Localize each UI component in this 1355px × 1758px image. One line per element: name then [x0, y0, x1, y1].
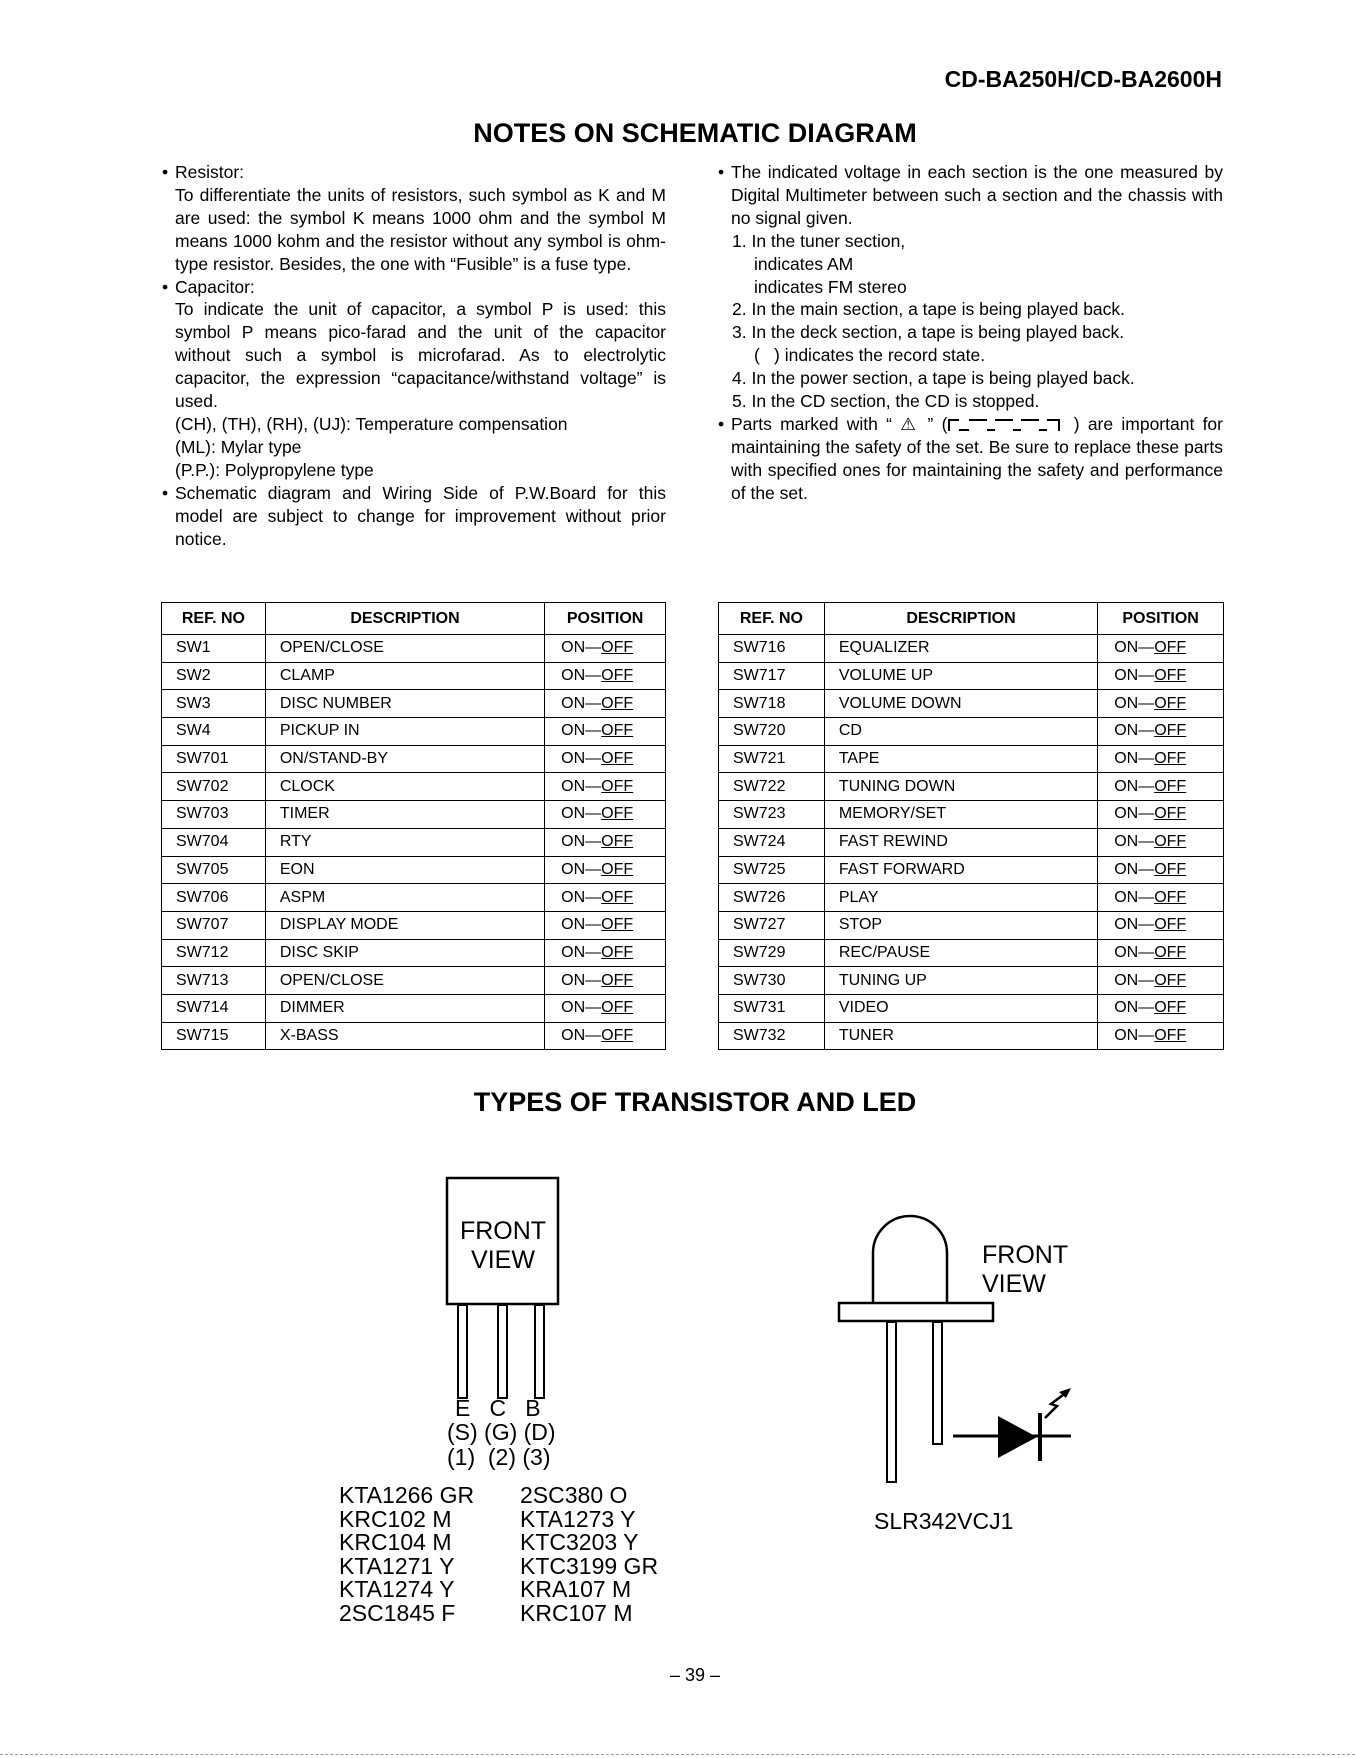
- led-lead-long: [887, 1322, 896, 1482]
- ref-no-cell: SW705: [162, 856, 266, 884]
- table-row: [162, 1022, 666, 1050]
- warning-triangle-icon: ⚠: [900, 413, 920, 434]
- position-cell: [1098, 967, 1224, 995]
- table-row: [162, 884, 666, 912]
- list-item: KTA1274 Y: [339, 1576, 455, 1602]
- led-flange: [839, 1303, 993, 1321]
- position-cell: [545, 718, 666, 746]
- position-off: OFF: [601, 667, 634, 685]
- schematic-note: • Schematic diagram and Wiring Side of P.W.Board for this model are subject to change for improvement without prior notice.: [162, 482, 666, 551]
- ref-no-cell: SW2: [162, 662, 266, 690]
- resistor-text: To differentiate the units of resistors, such symbol as K and M are used: the symbol K means 1000 ohm and the symbol M means 1000 kohm and the resistor without any symbol is ohm-type resistor. Besides, the one with “Fusible” is a fuse type.: [175, 184, 666, 274]
- position-off: OFF: [601, 722, 634, 740]
- ref-no-cell: SW702: [162, 773, 266, 801]
- position-cell: [1098, 884, 1224, 912]
- position-cell: [1098, 1022, 1224, 1050]
- table-row: [719, 690, 1224, 718]
- position-on: ON—: [1114, 971, 1155, 989]
- pin-labels-sgd: (S) (G) (D): [447, 1419, 556, 1445]
- description-cell: FAST FORWARD: [824, 856, 1097, 884]
- list-item: KTC3203 Y: [520, 1529, 639, 1555]
- position-on: ON—: [1114, 639, 1155, 657]
- transistor-parts-col2: [520, 1484, 658, 1625]
- position-on: ON—: [561, 777, 602, 795]
- ref-no-cell: SW724: [719, 828, 825, 856]
- ref-no-cell: SW723: [719, 801, 825, 829]
- notes-left-column: [162, 161, 666, 550]
- description-cell: TUNING UP: [824, 967, 1097, 995]
- position-on: ON—: [561, 971, 602, 989]
- ref-no-header: REF. NO: [162, 603, 266, 635]
- position-on: ON—: [1114, 833, 1155, 851]
- description-cell: VOLUME UP: [824, 662, 1097, 690]
- table-row: [162, 773, 666, 801]
- ref-no-cell: SW721: [719, 745, 825, 773]
- position-cell: [545, 773, 666, 801]
- position-on: ON—: [561, 722, 602, 740]
- parens-symbol: (: [754, 345, 760, 366]
- safety-bracket-icon: [947, 417, 1065, 433]
- position-off: OFF: [601, 639, 634, 657]
- description-cell: DISC SKIP: [265, 939, 544, 967]
- position-header: POSITION: [545, 603, 666, 635]
- position-cell: [1098, 994, 1224, 1022]
- description-cell: OPEN/CLOSE: [265, 967, 544, 995]
- position-off: OFF: [1154, 694, 1187, 712]
- table-row: [719, 967, 1224, 995]
- am-indicator-note: indicates AM: [754, 253, 854, 274]
- position-cell: [1098, 662, 1224, 690]
- position-off: OFF: [1154, 1026, 1187, 1044]
- description-cell: DISC NUMBER: [265, 690, 544, 718]
- position-on: ON—: [1114, 694, 1155, 712]
- list-item: KRA107 M: [520, 1576, 632, 1602]
- description-cell: RTY: [265, 828, 544, 856]
- position-on: ON—: [561, 943, 602, 961]
- main-section-note: 2. In the main section, a tape is being played back.: [732, 299, 1126, 320]
- list-item: 2SC380 O: [520, 1482, 628, 1508]
- pin-labels-123: (1) (2) (3): [447, 1444, 551, 1470]
- table-row: [719, 1022, 1224, 1050]
- position-off: OFF: [1154, 667, 1187, 685]
- notes-right-column: [718, 161, 1223, 505]
- ref-no-cell: SW727: [719, 911, 825, 939]
- ref-no-cell: SW720: [719, 718, 825, 746]
- position-cell: [1098, 801, 1224, 829]
- safety-parts-note: • Parts marked with “ ⚠ ” ( ) are important for maintaining the safety of the set. Be sure to replace these parts with specified ones for maintaining the safety and performance of the set.: [718, 413, 1223, 505]
- position-off: OFF: [1154, 943, 1187, 961]
- position-cell: [545, 856, 666, 884]
- position-on: ON—: [561, 860, 602, 878]
- ref-no-cell: SW707: [162, 911, 266, 939]
- position-off: OFF: [601, 999, 634, 1017]
- capacitor-type-mylar: (ML): Mylar type: [175, 436, 302, 457]
- position-off: OFF: [601, 750, 634, 768]
- voltage-note: • The indicated voltage in each section is the one measured by Digital Multimeter between such a section and the chassis with no signal given.: [718, 161, 1223, 230]
- position-header: POSITION: [1098, 603, 1224, 635]
- description-cell: DIMMER: [265, 994, 544, 1022]
- description-cell: STOP: [824, 911, 1097, 939]
- description-cell: TAPE: [824, 745, 1097, 773]
- ref-no-cell: SW4: [162, 718, 266, 746]
- description-cell: EQUALIZER: [824, 635, 1097, 663]
- power-section-note: 4. In the power section, a tape is being played back.: [732, 368, 1135, 389]
- description-cell: FAST REWIND: [824, 828, 1097, 856]
- description-cell: PICKUP IN: [265, 718, 544, 746]
- ref-no-cell: SW722: [719, 773, 825, 801]
- position-on: ON—: [1114, 777, 1155, 795]
- position-off: OFF: [1154, 750, 1187, 768]
- position-cell: [545, 911, 666, 939]
- ref-no-cell: SW717: [719, 662, 825, 690]
- position-off: OFF: [1154, 860, 1187, 878]
- table-header-row: [719, 603, 1224, 635]
- table-row: [162, 911, 666, 939]
- description-cell: ON/STAND-BY: [265, 745, 544, 773]
- position-off: OFF: [601, 860, 634, 878]
- position-off: OFF: [1154, 971, 1187, 989]
- position-cell: [545, 635, 666, 663]
- description-cell: CD: [824, 718, 1097, 746]
- position-on: ON—: [561, 999, 602, 1017]
- table-row: [719, 718, 1224, 746]
- position-off: OFF: [601, 833, 634, 851]
- ref-no-cell: SW714: [162, 994, 266, 1022]
- position-cell: [545, 801, 666, 829]
- position-off: OFF: [1154, 833, 1187, 851]
- position-on: ON—: [1114, 722, 1155, 740]
- description-cell: PLAY: [824, 884, 1097, 912]
- position-cell: [545, 662, 666, 690]
- led-front-view: FRONT VIEW: [982, 1241, 1069, 1298]
- position-on: ON—: [1114, 805, 1155, 823]
- page-bottom-divider: [0, 1754, 1355, 1755]
- description-cell: VOLUME DOWN: [824, 690, 1097, 718]
- position-off: OFF: [1154, 777, 1187, 795]
- position-off: OFF: [601, 888, 634, 906]
- position-cell: [545, 939, 666, 967]
- list-item: KTA1273 Y: [520, 1505, 636, 1532]
- description-cell: MEMORY/SET: [824, 801, 1097, 829]
- table-row: [162, 801, 666, 829]
- description-cell: EON: [265, 856, 544, 884]
- description-cell: OPEN/CLOSE: [265, 635, 544, 663]
- description-cell: DISPLAY MODE: [265, 911, 544, 939]
- position-off: OFF: [1154, 916, 1187, 934]
- position-cell: [1098, 828, 1224, 856]
- position-on: ON—: [1114, 916, 1155, 934]
- table-row: [719, 635, 1224, 663]
- ref-no-cell: SW731: [719, 994, 825, 1022]
- position-off: OFF: [1154, 888, 1187, 906]
- switch-table-right: [718, 602, 1224, 1050]
- ref-no-cell: SW715: [162, 1022, 266, 1050]
- ref-no-cell: SW732: [719, 1022, 825, 1050]
- position-on: ON—: [561, 667, 602, 685]
- ref-no-cell: SW712: [162, 939, 266, 967]
- list-item: KRC102 M: [339, 1505, 452, 1532]
- table-row: [162, 828, 666, 856]
- position-off: OFF: [1154, 722, 1187, 740]
- position-on: ON—: [1114, 943, 1155, 961]
- position-off: OFF: [1154, 639, 1187, 657]
- fm-indicator-note: indicates FM stereo: [754, 276, 907, 297]
- table-row: [162, 994, 666, 1022]
- table-row: [719, 801, 1224, 829]
- position-off: OFF: [601, 694, 634, 712]
- table-row: [162, 690, 666, 718]
- position-on: ON—: [1114, 1026, 1155, 1044]
- position-on: ON—: [561, 833, 602, 851]
- transistor-lead-e: [458, 1305, 467, 1398]
- ref-no-cell: SW704: [162, 828, 266, 856]
- ref-no-cell: SW716: [719, 635, 825, 663]
- ref-no-cell: SW718: [719, 690, 825, 718]
- table-row: [719, 994, 1224, 1022]
- description-cell: TUNING DOWN: [824, 773, 1097, 801]
- ref-no-cell: SW729: [719, 939, 825, 967]
- transistor-front-view: FRONT VIEW: [459, 1217, 547, 1274]
- position-off: OFF: [1154, 999, 1187, 1017]
- position-on: ON—: [561, 888, 602, 906]
- list-item: KTA1271 Y: [339, 1552, 455, 1579]
- table-row: [719, 745, 1224, 773]
- table-row: [719, 884, 1224, 912]
- capacitor-heading: • Capacitor:: [162, 276, 666, 299]
- deck-section-note: 3. In the deck section, a tape is being played back.: [732, 322, 1125, 343]
- position-on: ON—: [561, 750, 602, 768]
- position-cell: [1098, 718, 1224, 746]
- description-header: DESCRIPTION: [265, 603, 544, 635]
- types-title: TYPES OF TRANSISTOR AND LED: [473, 1087, 917, 1117]
- position-off: OFF: [601, 805, 634, 823]
- description-cell: ASPM: [265, 884, 544, 912]
- position-on: ON—: [1114, 888, 1155, 906]
- capacitor-type-temp: (CH), (TH), (RH), (UJ): Temperature compensation: [175, 413, 568, 434]
- position-cell: [545, 828, 666, 856]
- led-dome: [873, 1216, 947, 1303]
- tuner-section-note: 1. In the tuner section,: [732, 230, 906, 251]
- table-row: [162, 856, 666, 884]
- pin-labels-ecb: E C B: [455, 1395, 541, 1421]
- table-row: [162, 662, 666, 690]
- capacitor-type-pp: (P.P.): Polypropylene type: [175, 459, 374, 480]
- position-cell: [545, 994, 666, 1022]
- table-row: [719, 911, 1224, 939]
- ref-no-cell: SW713: [162, 967, 266, 995]
- position-off: OFF: [601, 916, 634, 934]
- diode-symbol-icon: [953, 1388, 1071, 1461]
- position-on: ON—: [561, 694, 602, 712]
- table-header-row: [162, 603, 666, 635]
- description-cell: CLOCK: [265, 773, 544, 801]
- capacitor-text: To indicate the unit of capacitor, a symbol P is used: this symbol P means pico-farad and the unit of the capacitor without such a symbol is microfarad. As to electrolytic capacitor, the expression “capacitance/withstand voltage” is used.: [175, 299, 666, 412]
- model-number: CD-BA250H/CD-BA2600H: [944, 66, 1222, 92]
- list-item: KTC3199 GR: [520, 1552, 659, 1579]
- ref-no-cell: SW703: [162, 801, 266, 829]
- ref-no-cell: SW701: [162, 745, 266, 773]
- resistor-heading: • Resistor:: [162, 161, 666, 184]
- list-item: KTA1266 GR: [339, 1482, 475, 1508]
- position-off: OFF: [601, 777, 634, 795]
- position-on: ON—: [1114, 999, 1155, 1017]
- notes-title: NOTES ON SCHEMATIC DIAGRAM: [473, 118, 917, 148]
- position-cell: [1098, 939, 1224, 967]
- transistor-drawing: [440, 1170, 570, 1400]
- description-header: DESCRIPTION: [824, 603, 1097, 635]
- position-cell: [545, 967, 666, 995]
- position-on: ON—: [1114, 667, 1155, 685]
- list-item: 2SC1845 F: [339, 1599, 456, 1626]
- table-row: [162, 635, 666, 663]
- table-row: [162, 939, 666, 967]
- table-row: [719, 662, 1224, 690]
- table-row: [162, 718, 666, 746]
- cd-section-note: 5. In the CD section, the CD is stopped.: [732, 391, 1040, 412]
- list-item: KRC107 M: [520, 1599, 633, 1626]
- position-on: ON—: [561, 805, 602, 823]
- table-row: [719, 773, 1224, 801]
- description-cell: REC/PAUSE: [824, 939, 1097, 967]
- position-cell: [1098, 856, 1224, 884]
- position-off: OFF: [1154, 805, 1187, 823]
- table-row: [162, 745, 666, 773]
- description-cell: TIMER: [265, 801, 544, 829]
- position-cell: [1098, 635, 1224, 663]
- position-cell: [1098, 690, 1224, 718]
- position-off: OFF: [601, 1026, 634, 1044]
- position-cell: [545, 745, 666, 773]
- position-cell: [1098, 773, 1224, 801]
- table-row: [162, 967, 666, 995]
- description-cell: X-BASS: [265, 1022, 544, 1050]
- transistor-lead-b: [535, 1305, 544, 1398]
- position-on: ON—: [1114, 750, 1155, 768]
- description-cell: VIDEO: [824, 994, 1097, 1022]
- list-item: KRC104 M: [339, 1529, 452, 1555]
- description-cell: TUNER: [824, 1022, 1097, 1050]
- record-state-note: ( ) indicates the record state.: [754, 345, 986, 366]
- switch-table-left: [161, 602, 666, 1050]
- position-on: ON—: [561, 916, 602, 934]
- position-cell: [545, 690, 666, 718]
- ref-no-cell: SW730: [719, 967, 825, 995]
- position-cell: [545, 1022, 666, 1050]
- table-row: [719, 828, 1224, 856]
- led-lead-short: [933, 1322, 942, 1444]
- ref-no-cell: SW725: [719, 856, 825, 884]
- position-off: OFF: [601, 943, 634, 961]
- ref-no-header: REF. NO: [719, 603, 825, 635]
- description-cell: CLAMP: [265, 662, 544, 690]
- position-cell: [1098, 911, 1224, 939]
- position-on: ON—: [561, 1026, 602, 1044]
- ref-no-cell: SW3: [162, 690, 266, 718]
- ref-no-cell: SW706: [162, 884, 266, 912]
- led-part-number: SLR342VCJ1: [874, 1508, 1014, 1534]
- position-on: ON—: [1114, 860, 1155, 878]
- position-cell: [545, 884, 666, 912]
- table-row: [719, 939, 1224, 967]
- position-on: ON—: [561, 639, 602, 657]
- transistor-parts-col1: [339, 1484, 474, 1625]
- transistor-lead-c: [498, 1305, 507, 1398]
- table-row: [719, 856, 1224, 884]
- ref-no-cell: SW1: [162, 635, 266, 663]
- page-number: – 39 –: [669, 1665, 721, 1685]
- position-off: OFF: [601, 971, 634, 989]
- position-cell: [1098, 745, 1224, 773]
- ref-no-cell: SW726: [719, 884, 825, 912]
